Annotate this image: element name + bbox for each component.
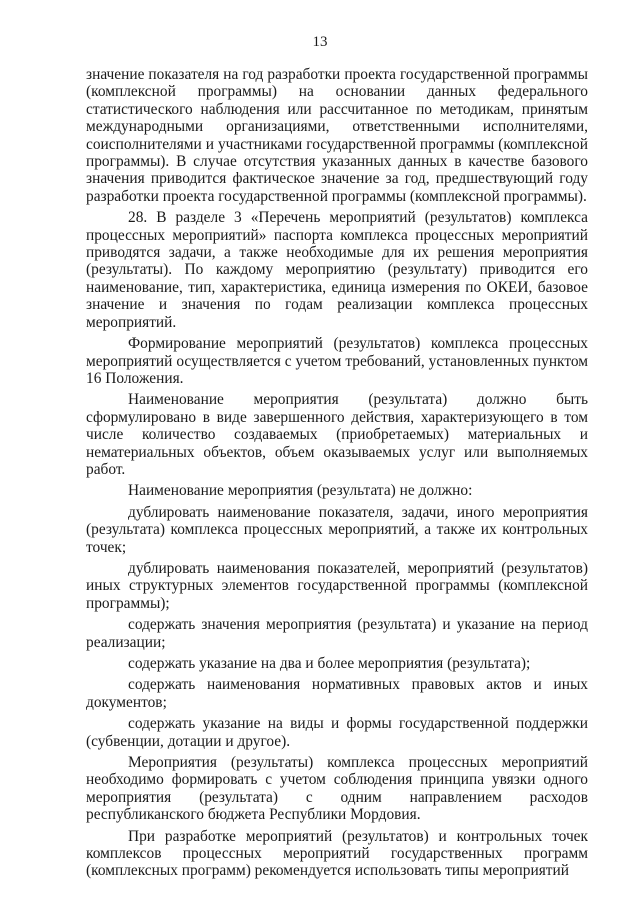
paragraph: Наименование мероприятия (результата) должно быть сформулировано в виде завершенного действия, характеризующего в том числе количество создаваемых (приобретаемых) материальных и нематериальных объектов, объем оказываемых услуг или выполняемых работ. (86, 391, 588, 478)
paragraph: Наименование мероприятия (результата) не должно: (128, 482, 473, 500)
paragraph: При разработке мероприятий (результатов) и контрольных точек комплексов процессных мероприятий государственных программ (комплексных программ) рекомендуется использовать типы мероприятий (86, 827, 588, 880)
page-number: 13 (312, 34, 328, 50)
paragraph: Формирование мероприятий (результатов) комплекса процессных мероприятий осуществляется с учетом требований, установленных пунктом 16 Положения. (86, 335, 588, 387)
paragraph: содержать указание на два и более мероприятия (результата); (128, 655, 531, 672)
paragraph: 28. В разделе 3 «Перечень мероприятий (результатов) комплекса процессных мероприятий» паспорта комплекса процессных мероприятий приводятся задачи, а также необходимые для их решения мероприятия (результаты). По каждому мероприятию (результату) приводится его наименование, тип, характеристика, единица измерения по ОКЕИ, базовое значение и значения по годам реализации комплекса процессных мероприятий. (86, 209, 588, 331)
document-body (86, 66, 588, 884)
paragraph: дублировать наименование показателя, задачи, иного мероприятия (результата) комплекса процессных мероприятий, а также их контрольных точек; (86, 503, 588, 556)
paragraph: содержать указание на виды и формы государственной поддержки (субвенции, дотации и другое). (86, 715, 588, 750)
paragraph: содержать наименования нормативных правовых актов и иных документов; (86, 676, 588, 711)
paragraph: дублировать наименования показателей, мероприятий (результатов) иных структурных элементов государственной программы (комплексной программы); (86, 559, 588, 612)
paragraph: Мероприятия (результаты) комплекса процессных мероприятий необходимо формировать с учетом соблюдения принципа увязки одного мероприятия (результата) с одним направлением расходов республиканского бюджета Республики Мордовия. (86, 754, 588, 824)
paragraph: значение показателя на год разработки проекта государственной программы (комплексной программы) на основании данных федерального статистического наблюдения или рассчитанное по методикам, принятым международными организациями, ответственными исполнителями, соисполнителями и участниками государственной программы (комплексной программы). В случае отсутствия указанных данных в качестве базового значения приводится фактическое значение за год, предшествующий году разработки проекта государственной программы (комплексной программы). (86, 66, 588, 205)
paragraph: содержать значения мероприятия (результата) и указание на период реализации; (86, 616, 588, 651)
